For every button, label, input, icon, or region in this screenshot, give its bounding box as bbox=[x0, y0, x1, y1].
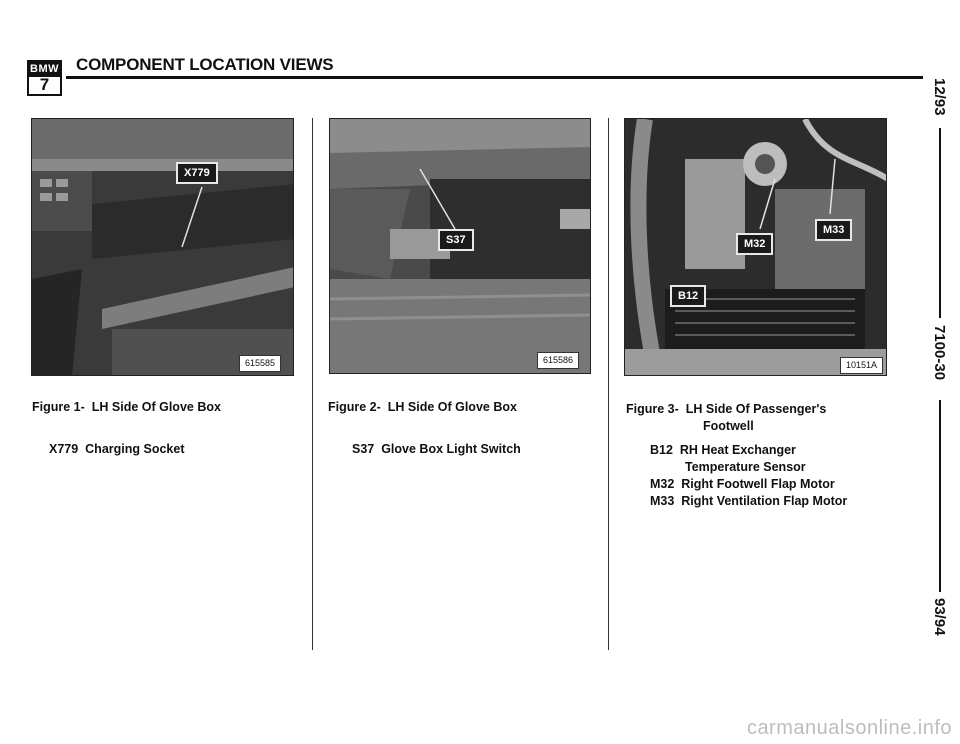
legend-desc: Right Ventilation Flap Motor bbox=[681, 494, 848, 508]
figure-3-title: LH Side Of Passenger's bbox=[685, 402, 827, 416]
title-rule bbox=[66, 76, 923, 79]
column-divider bbox=[312, 118, 313, 650]
callout-b12: B12 bbox=[670, 285, 706, 307]
legend-item bbox=[650, 442, 796, 459]
legend-desc-line-2: Temperature Sensor bbox=[685, 460, 806, 474]
legend-code: M33 bbox=[650, 494, 675, 508]
figure-2-caption bbox=[328, 399, 517, 416]
figure-3-number: Figure 3- bbox=[626, 402, 679, 416]
legend-code: S37 bbox=[352, 442, 375, 456]
figure-1-title: LH Side Of Glove Box bbox=[91, 400, 221, 414]
photo-number: 10151A bbox=[840, 357, 883, 374]
figure-1-photo bbox=[31, 118, 294, 376]
legend-code: X779 bbox=[49, 442, 79, 456]
legend-code: B12 bbox=[650, 443, 673, 457]
photo-number: 615585 bbox=[239, 355, 281, 372]
legend-item bbox=[650, 493, 847, 510]
legend-item bbox=[650, 476, 835, 493]
legend-item bbox=[352, 441, 521, 458]
logo-series: 7 bbox=[39, 75, 50, 94]
figure-3-caption bbox=[626, 401, 826, 418]
legend-desc: RH Heat Exchanger bbox=[679, 443, 796, 457]
figure-2-number: Figure 2- bbox=[328, 400, 381, 414]
side-rule bbox=[939, 400, 941, 592]
legend-desc: Glove Box Light Switch bbox=[381, 442, 521, 456]
side-rule bbox=[939, 128, 941, 318]
callout-m32: M32 bbox=[736, 233, 773, 255]
callout-m33: M33 bbox=[815, 219, 852, 241]
watermark: carmanualsonline.info bbox=[746, 717, 952, 739]
logo-brand: BMW bbox=[30, 63, 59, 75]
legend-item bbox=[49, 441, 184, 458]
bmw-7-series-logo bbox=[27, 60, 62, 96]
figure-1-caption bbox=[32, 399, 221, 416]
side-date: 12/93 bbox=[931, 78, 948, 116]
figure-1-number: Figure 1- bbox=[32, 400, 85, 414]
callout-x779: X779 bbox=[176, 162, 218, 184]
callout-s37: S37 bbox=[438, 229, 474, 251]
legend-desc: Right Footwell Flap Motor bbox=[681, 477, 835, 491]
column-divider bbox=[608, 118, 609, 650]
figure-2-title: LH Side Of Glove Box bbox=[387, 400, 517, 414]
side-page-code: 7100-30 bbox=[931, 325, 948, 381]
photo-number: 615586 bbox=[537, 352, 579, 369]
legend-desc: Charging Socket bbox=[85, 442, 185, 456]
figure-3-caption-line-2: Footwell bbox=[703, 419, 754, 433]
page-title: COMPONENT LOCATION VIEWS bbox=[76, 55, 334, 74]
legend-code: M32 bbox=[650, 477, 675, 491]
side-model-years: 93/94 bbox=[931, 598, 948, 636]
